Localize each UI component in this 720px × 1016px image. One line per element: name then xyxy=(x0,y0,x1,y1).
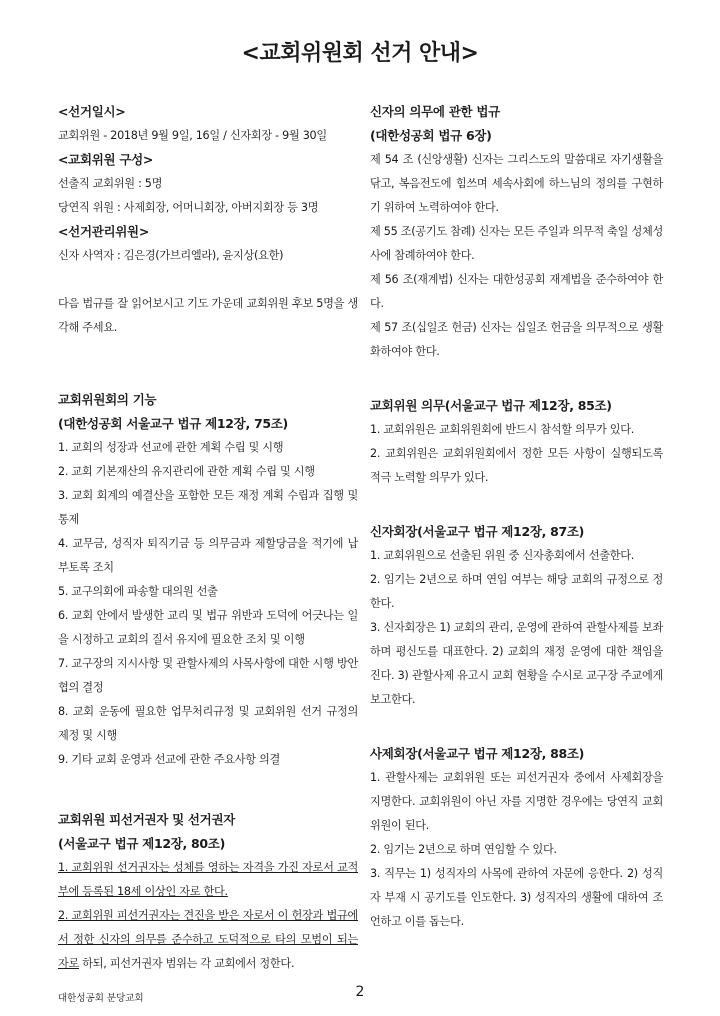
function-item: 4. 교무금, 성직자 퇴직기금 등 의무금과 제할당금을 적기에 납부토록 조치 xyxy=(58,537,358,574)
function-item: 9. 기타 교회 운영과 선교에 관한 주요사항 의결 xyxy=(58,753,280,766)
page-number: 2 xyxy=(355,984,365,1000)
duty-heading: 신자의 의무에 관한 법규 xyxy=(370,104,500,119)
composition-heading: <교회위원 구성> xyxy=(58,152,154,167)
footer-organization: 대한성공회 분당교회 xyxy=(58,993,144,1004)
duty-item: 제 57 조(십일조 헌금) 신자는 십일조 헌금을 의무적으로 생활화하여야 한다. xyxy=(370,321,663,358)
function-item: 6. 교회 안에서 발생한 교리 및 법규 위반과 도덕에 어긋나는 일을 시정하고 교회의 질서 유지에 필요한 조치 및 이행 xyxy=(58,609,358,646)
function-item: 8. 교회 운동에 필요한 업무처리규정 및 교회위원 선거 규정의 제정 및 시행 xyxy=(58,705,358,742)
president-item: 1. 교회위원으로 선출된 위원 중 신자총회에서 선출한다. xyxy=(370,549,635,562)
election-date: 교회위원 - 2018년 9월 9일, 16일 / 신자회장 - 9월 30일 xyxy=(58,129,327,142)
committee-heading: <선거관리위원> xyxy=(58,224,149,239)
election-date-heading: <선거일시> xyxy=(58,104,126,119)
priest-president-heading: 사제회장(서울교구 법규 제12장, 88조) xyxy=(370,746,585,761)
duty-item: 제 56 조(재계법) 신자는 대한성공회 재계법을 준수하여야 한다. xyxy=(370,273,663,310)
function-item: 3. 교회 회계의 예결산을 포함한 모든 재정 계획 수립과 집행 및 통제 xyxy=(58,489,358,526)
functions-heading: 교회위원회의 기능 xyxy=(58,392,157,407)
eligibility-subheading: (서울교구 법규 제12장, 80조) xyxy=(58,836,225,851)
eligibility-heading: 교회위원 피선거권자 및 선거권자 xyxy=(58,812,236,827)
priest-president-item: 3. 직무는 1) 성직자의 사목에 관하여 자문에 응한다. 2) 성직자 부재 시 공기도를 인도한다. 3) 성직자의 생활에 대하여 조언하고 이를 돕는다. xyxy=(370,867,663,928)
eligibility-item-rest: 하되, 피선거권자 범위는 각 교회에서 정한다. xyxy=(79,957,295,970)
functions-subheading: (대한성공회 서울교구 법규 제12장, 75조) xyxy=(58,416,288,431)
member-duty-item: 2. 교회위원은 교회위원회에서 정한 모든 사항이 실행되도록 적극 노력할 의무가 있다. xyxy=(370,447,663,484)
intro-text: 다음 법규를 잘 읽어보시고 기도 가운데 교회위원 후보 5명을 생각해 주세요. xyxy=(58,297,358,334)
function-item: 2. 교회 기본재산의 유지관리에 관한 계획 수립 및 시행 xyxy=(58,465,315,478)
page-title: <교회위원회 선거 안내> xyxy=(241,41,479,66)
eligibility-item-voters: 1. 교회위원 선거권자는 성체를 영하는 자격을 가진 자로서 교적부에 등록된 18세 이상인 자로 한다. xyxy=(58,861,358,898)
president-heading: 신자회장(서울교구 법규 제12장, 87조) xyxy=(370,524,585,539)
priest-president-item: 2. 임기는 2년으로 하며 연임할 수 있다. xyxy=(370,843,557,856)
president-item: 2. 임기는 2년으로 하며 연임 여부는 해당 교회의 규정으로 정한다. xyxy=(370,573,663,610)
right-column xyxy=(370,100,663,934)
eligibility-item-candidates xyxy=(58,904,358,976)
member-duty-heading: 교회위원 의무(서울교구 법규 제12장, 85조) xyxy=(370,398,612,413)
function-item: 7. 교구장의 지시사항 및 관할사제의 사목사항에 대한 시행 방안 협의 결정 xyxy=(58,657,358,694)
function-item: 1. 교회의 성장과 선교에 관한 계획 수립 및 시행 xyxy=(58,441,284,454)
committee-members: 신자 사역자 : 김은경(가브리엘라), 윤지상(요한) xyxy=(58,249,284,262)
duty-subheading: (대한성공회 법규 6장) xyxy=(370,128,492,143)
duty-item: 제 54 조 (신앙생활) 신자는 그리스도의 말씀대로 자기생활을 닦고, 복음전도에 힘쓰며 세속사회에 하느님의 정의를 구현하기 위하여 노력하여야 한다. xyxy=(370,153,663,214)
president-item: 3. 신자회장은 1) 교회의 관리, 운영에 관하여 관할사제를 보좌하며 평신도를 대표한다. 2) 교회의 재정 운영에 대한 책임을 진다. 3) 관할사제 유고시 교회 현황을 수시로 교구장 주교에게 보고한다. xyxy=(370,621,663,706)
priest-president-item: 1. 관할사제는 교회위원 또는 피선거권자 중에서 사제회장을 지명한다. 교회위원이 아닌 자를 지명한 경우에는 당연직 교회위원이 된다. xyxy=(370,771,663,832)
duty-item: 제 55 조(공기도 참례) 신자는 모든 주일과 의무적 축일 성체성사에 참례하여야 한다. xyxy=(370,225,663,262)
eligibility-item-underlined: 2. 교회위원 피선거권자는 견진을 받은 자로서 이 헌장과 법규에서 정한 신자의 의무를 준수하고 도덕적으로 타의 모범이 되는 자로 xyxy=(58,909,358,970)
left-column xyxy=(58,100,358,976)
composition-item: 선출직 교회위원 : 5명 xyxy=(58,177,163,190)
composition-item: 당연직 위원 : 사제회장, 어머니회장, 아버지회장 등 3명 xyxy=(58,201,319,214)
function-item: 5. 교구의회에 파송할 대의원 선출 xyxy=(58,585,218,598)
member-duty-item: 1. 교회위원은 교회위원회에 반드시 참석할 의무가 있다. xyxy=(370,423,635,436)
